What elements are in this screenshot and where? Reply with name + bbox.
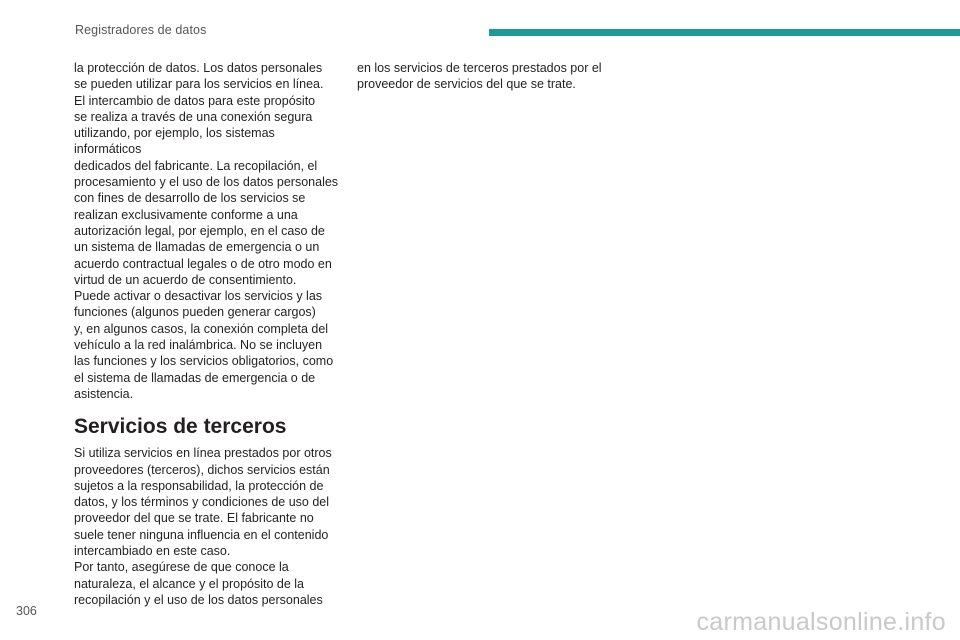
- body-paragraph: en los servicios de terceros prestados por el proveedor de servicios del que se trate.: [357, 61, 602, 92]
- body-paragraph: Si utiliza servicios en línea prestados por otros proveedores (terceros), dichos servicios están sujetos a la responsabilidad, la protección de datos, y los términos y condiciones de uso del proveedor del que se trate. El fabricante no suele tener ninguna influencia en el contenido intercambiado en este caso.: [74, 446, 332, 559]
- header-accent-bar: [489, 29, 960, 36]
- header-title: Registradores de datos: [75, 23, 207, 37]
- left-column: [74, 60, 344, 608]
- page-number: 306: [16, 604, 37, 618]
- right-column: [357, 60, 627, 93]
- body-paragraph: la protección de datos. Los datos personales se pueden utilizar para los servicios en línea. El intercambio de datos para este propósito se realiza a través de una conexión segura utilizando, por ejemplo, los sistemas informáticos dedicados del fabricante. La recopilación, el procesamiento y el uso de los datos personales con fines de desarrollo de los servicios se realizan exclusivamente conforme a una autorización legal, por ejemplo, en el caso de un sistema de llamadas de emergencia o un acuerdo contractual legales o de otro modo en virtud de un acuerdo de consentimiento.: [74, 61, 339, 287]
- watermark: carmanualsonline.info: [696, 608, 946, 636]
- section-heading: Servicios de terceros: [74, 415, 287, 439]
- body-paragraph: Por tanto, asegúrese de que conoce la naturaleza, el alcance y el propósito de la recopilación y el uso de los datos personales: [74, 560, 323, 607]
- body-paragraph: Puede activar o desactivar los servicios y las funciones (algunos pueden generar cargos) y, en algunos casos, la conexión completa del vehículo a la red inalámbrica. No se incluyen las funciones y los servicios obligatorios, como el sistema de llamadas de emergencia o de asistencia.: [74, 289, 334, 401]
